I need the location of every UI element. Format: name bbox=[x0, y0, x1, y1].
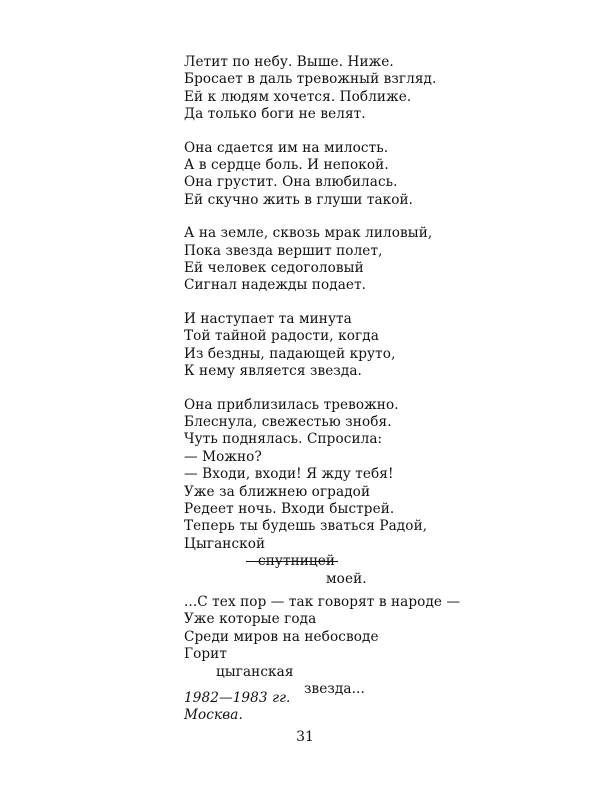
stanza-3 bbox=[184, 225, 484, 295]
poem-line: Ей к людям хочется. Поближе. bbox=[184, 88, 412, 105]
stanza-5 bbox=[184, 397, 484, 588]
section-divider bbox=[246, 561, 338, 562]
poem-line: Цыганской bbox=[184, 535, 266, 552]
poem-line: Редеет ночь. Входи быстрей. bbox=[184, 500, 395, 517]
poem-line: Горит bbox=[184, 646, 227, 663]
poem-line: Она приблизилась тревожно. bbox=[184, 396, 399, 413]
poem-line: Пока звезда вершит полет, bbox=[184, 242, 383, 259]
poem-line: А в сердце боль. И непокой. bbox=[184, 157, 389, 174]
poem-line: А на земле, сквозь мрак лиловый, bbox=[184, 225, 433, 242]
poem-line: — Можно? bbox=[184, 448, 262, 465]
dateline-years: 1982—1983 гг. bbox=[184, 690, 291, 706]
poem-line: Той тайной радости, когда bbox=[184, 328, 379, 345]
poem-line: Теперь ты будешь зваться Радой, bbox=[184, 518, 428, 535]
poem-line: Ей человек седоголовый bbox=[184, 260, 364, 277]
poem-line: Она сдается им на милость. bbox=[184, 139, 389, 156]
poem-line: — Входи, входи! Я жду тебя! bbox=[184, 466, 394, 483]
dateline-place: Москва. bbox=[184, 707, 243, 724]
stanza-2 bbox=[184, 140, 484, 210]
poem-line: К нему является звезда. bbox=[184, 363, 362, 380]
poem-line: Бросает в даль тревожный взгляд. bbox=[184, 71, 437, 88]
poem-line-stepped: цыганская bbox=[216, 663, 294, 680]
poem-line: И наступает та минута bbox=[184, 310, 352, 327]
poem-dateline bbox=[184, 690, 384, 725]
poem-line: Из бездны, падающей круто, bbox=[184, 345, 396, 362]
poem-line: Чуть поднялась. Спросила: bbox=[184, 431, 383, 448]
page-number: 31 bbox=[296, 729, 314, 745]
poem-line: ...С тех пор — так говорят в народе — bbox=[184, 594, 461, 610]
poem-line-stepped: звезда... bbox=[304, 681, 365, 698]
poem-line: Сигнал надежды подает. bbox=[184, 277, 367, 294]
poem-line: Да только боги не велят. bbox=[184, 106, 366, 123]
poem-line: Она грустит. Она влюбилась. bbox=[184, 174, 398, 191]
poem-line: Блеснула, свежестью знобя. bbox=[184, 413, 392, 430]
poem-line: Ей скучно жить в глуши такой. bbox=[184, 191, 414, 208]
poem-line: Уже которые года bbox=[184, 611, 317, 628]
poem-body bbox=[184, 54, 484, 604]
stanza-1 bbox=[184, 54, 484, 124]
poem-line: Среди миров на небосводе bbox=[184, 628, 379, 645]
stanza-4 bbox=[184, 311, 484, 381]
poem-line: Летит по небу. Выше. Ниже. bbox=[184, 54, 394, 70]
poem-epilogue bbox=[184, 594, 484, 698]
poem-line-stepped: спутницей bbox=[258, 553, 336, 570]
poem-line-stepped: моей. bbox=[326, 570, 367, 587]
poem-line: Уже за ближнею оградой bbox=[184, 483, 371, 500]
